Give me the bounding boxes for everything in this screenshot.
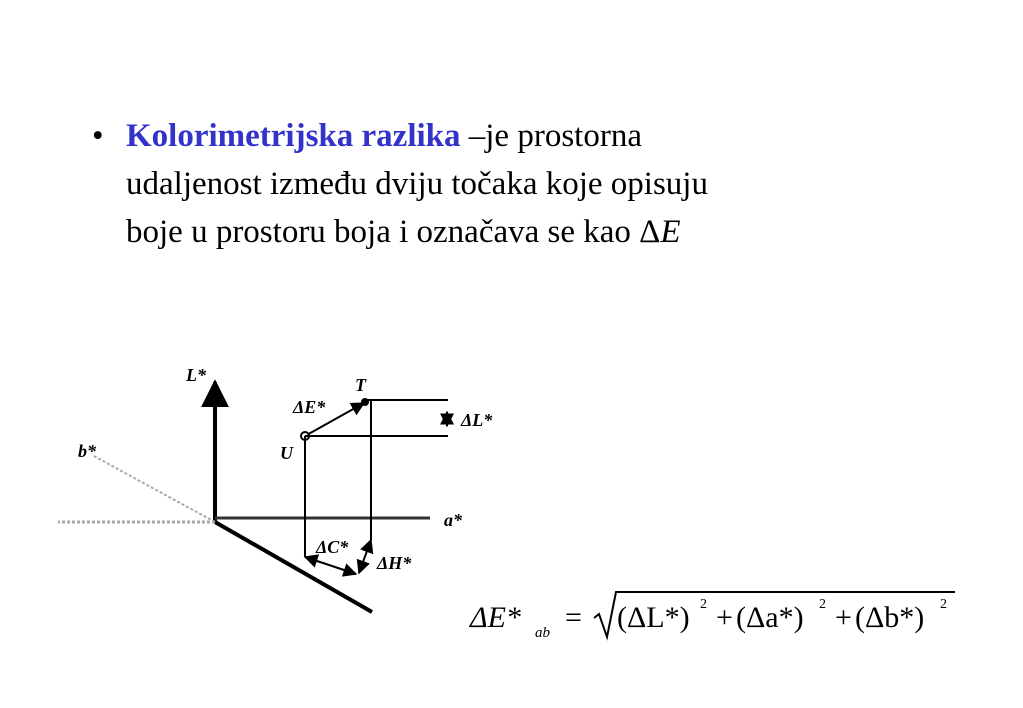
- line2: udaljenost između dviju točaka koje opisuju: [126, 166, 708, 202]
- label-t: T: [355, 375, 366, 395]
- delta-symbol: Δ: [639, 214, 661, 250]
- bullet-dot: •: [92, 118, 104, 154]
- formula-exp-2: 2: [819, 597, 826, 612]
- formula-term-delta-a: (Δa*): [736, 601, 804, 634]
- term-highlight: Kolorimetrijska razlika: [126, 118, 461, 154]
- formula-term-delta-b: (Δb*): [855, 601, 925, 634]
- line3-prefix: boje u prostoru boja i označava se kao: [126, 214, 640, 250]
- label-u: U: [280, 443, 293, 463]
- formula-lhs-subscript: ab: [535, 625, 550, 641]
- e-symbol: E: [660, 214, 681, 250]
- formula-exp-3: 2: [940, 597, 947, 612]
- label-b: b*: [78, 441, 96, 461]
- formula-lhs: ΔE*: [470, 601, 521, 634]
- formula-plus-1: +: [716, 601, 733, 634]
- delta-c-arrow: [305, 557, 356, 574]
- delta-e-formula: [469, 592, 955, 641]
- label-l: L*: [186, 365, 206, 385]
- label-a: a*: [444, 510, 462, 530]
- formula-term-delta-l: (ΔL*): [617, 601, 690, 634]
- b-axis: [92, 455, 215, 522]
- delta-h-arrow: [359, 540, 371, 573]
- formula-plus-2: +: [835, 601, 852, 634]
- formula-equals: =: [565, 601, 582, 634]
- line1-rest: –je prostorna: [460, 118, 642, 154]
- formula-exp-1: 2: [700, 597, 707, 612]
- label-delta-c: ΔC*: [316, 537, 349, 557]
- label-delta-e: ΔE*: [293, 397, 326, 417]
- b-axis-negative: [215, 522, 372, 612]
- label-delta-h: ΔH*: [377, 553, 412, 573]
- label-delta-l: ΔL*: [461, 410, 493, 430]
